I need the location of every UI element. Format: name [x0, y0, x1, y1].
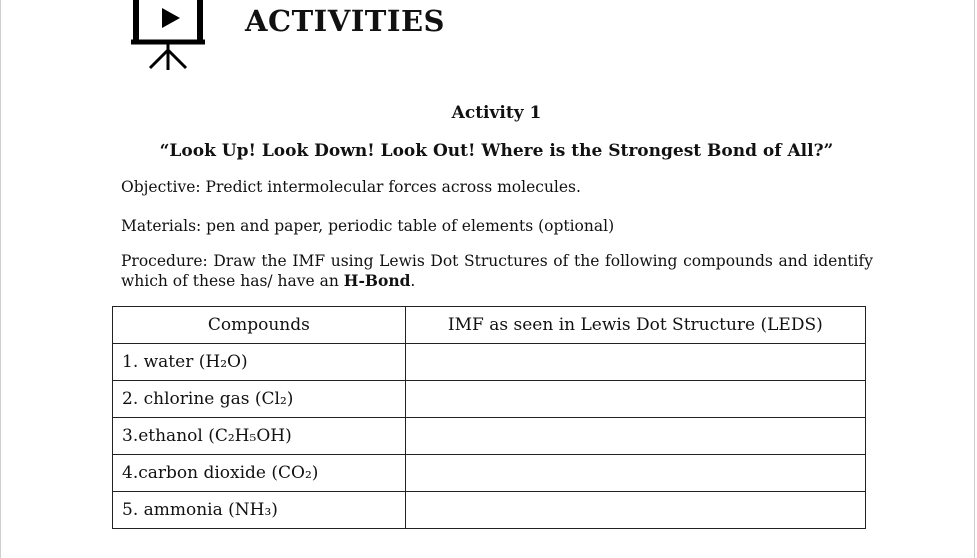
compound-cell: 4.carbon dioxide (CO₂): [113, 455, 406, 492]
page-title: ACTIVITIES: [245, 4, 445, 38]
procedure-text: [121, 251, 873, 291]
compound-cell: 3.ethanol (C₂H₅OH): [113, 418, 406, 455]
activity-title: “Look Up! Look Down! Look Out! Where is the Strongest Bond of All?”: [159, 141, 834, 161]
procedure-end: .: [410, 272, 416, 290]
hbond-term: H-Bond: [343, 271, 411, 290]
table-row: [113, 418, 866, 455]
compound-cell: 2. chlorine gas (Cl₂): [113, 381, 406, 418]
procedure-body: Procedure: Draw the IMF using Lewis Dot Structures of the following compounds and identify which of these has/ have an: [121, 252, 873, 290]
table-row: [113, 344, 866, 381]
answer-cell[interactable]: [405, 381, 865, 418]
objective-text: Objective: Predict intermolecular forces across molecules.: [121, 178, 581, 196]
presentation-play-icon: [128, 0, 208, 72]
activity-number: Activity 1: [451, 103, 542, 123]
header-compounds: Compounds: [113, 307, 406, 344]
answer-cell[interactable]: [405, 492, 865, 529]
header-imf: IMF as seen in Lewis Dot Structure (LEDS): [405, 307, 865, 344]
compounds-table: [112, 306, 866, 529]
table-row: [113, 455, 866, 492]
table-row: [113, 381, 866, 418]
answer-cell[interactable]: [405, 455, 865, 492]
materials-text: Materials: pen and paper, periodic table of elements (optional): [121, 217, 615, 235]
compound-cell: 5. ammonia (NH₃): [113, 492, 406, 529]
table-header-row: [113, 307, 866, 344]
compound-cell: 1. water (H₂O): [113, 344, 406, 381]
answer-cell[interactable]: [405, 418, 865, 455]
answer-cell[interactable]: [405, 344, 865, 381]
table-row: [113, 492, 866, 529]
